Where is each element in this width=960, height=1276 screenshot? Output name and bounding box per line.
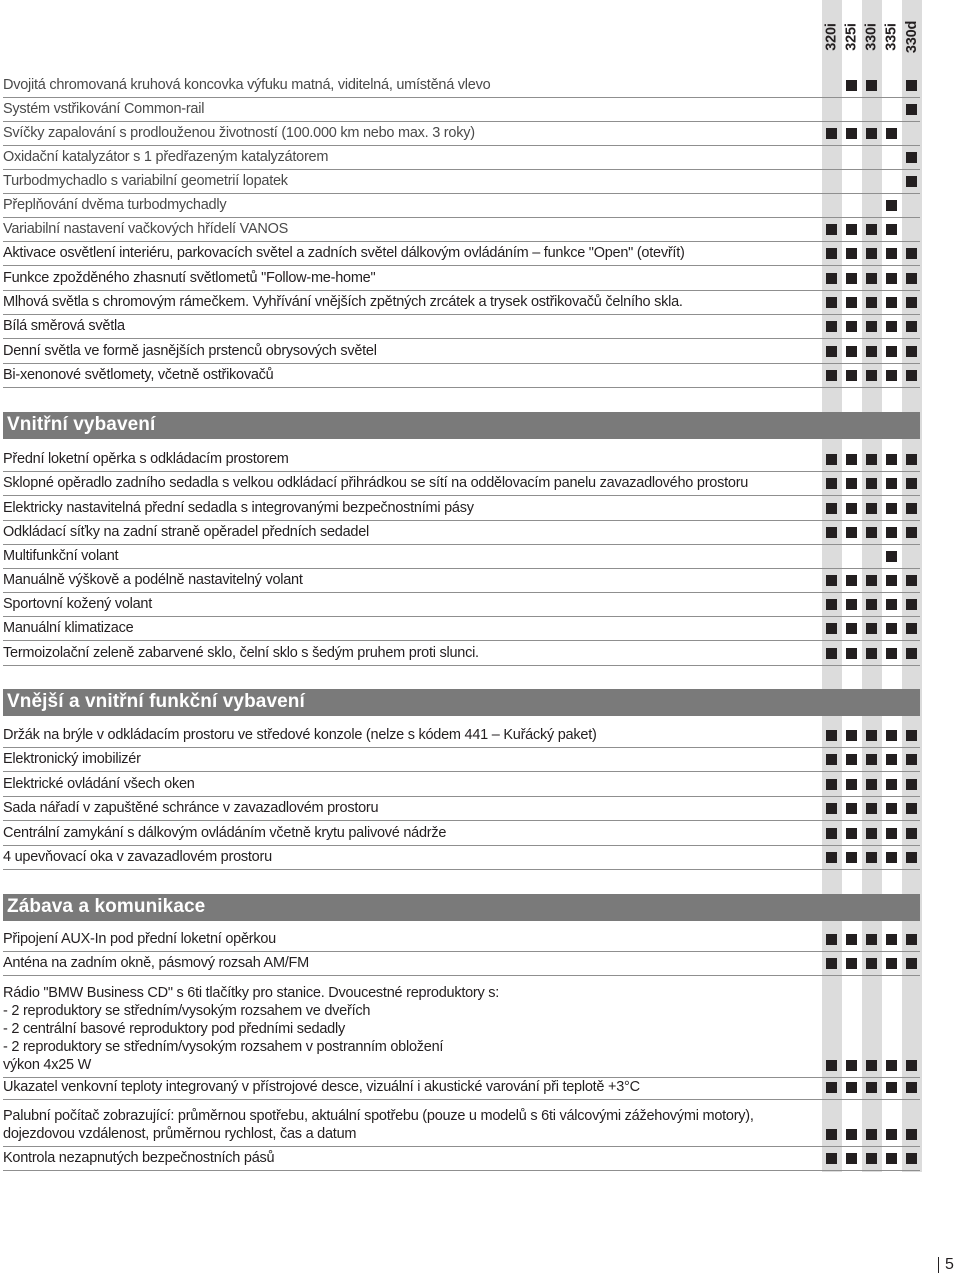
availability-mark-330d: [906, 934, 917, 945]
availability-mark-335i: [886, 503, 897, 514]
availability-mark-330i: [866, 1082, 877, 1093]
model-header-320i: [822, 6, 842, 68]
availability-mark-325i: [846, 346, 857, 357]
availability-mark-325i: [846, 454, 857, 465]
row-label: Anténa na zadním okně, pásmový rozsah AM/FM: [3, 955, 309, 971]
table-row: [3, 547, 920, 569]
table-row: [3, 1078, 920, 1100]
availability-mark-320i: [826, 1153, 837, 1164]
availability-mark-330d: [906, 575, 917, 586]
availability-mark-330i: [866, 80, 877, 91]
table-row: [3, 244, 920, 266]
section-title: Vnější a vnitřní funkční vybavení: [7, 691, 305, 712]
table-row: [3, 1149, 920, 1171]
availability-mark-330i: [866, 503, 877, 514]
availability-mark-330i: [866, 779, 877, 790]
availability-mark-325i: [846, 1082, 857, 1093]
availability-mark-330i: [866, 730, 877, 741]
availability-mark-330d: [906, 1153, 917, 1164]
availability-mark-325i: [846, 730, 857, 741]
availability-mark-325i: [846, 248, 857, 259]
availability-mark-335i: [886, 779, 897, 790]
table-row: [3, 450, 920, 472]
availability-mark-335i: [886, 730, 897, 741]
table-row: [3, 824, 920, 846]
availability-mark-330d: [906, 1129, 917, 1140]
availability-mark-335i: [886, 828, 897, 839]
row-label: Sportovní kožený volant: [3, 596, 153, 612]
availability-mark-330d: [906, 321, 917, 332]
row-label: Centrální zamykání s dálkovým ovládáním včetně krytu palivové nádrže: [3, 825, 447, 841]
row-label: Oxidační katalyzátor s 1 předřazeným katalyzátorem: [3, 149, 329, 165]
availability-mark-330i: [866, 273, 877, 284]
row-label: Turbodmychadlo s variabilní geometrií lopatek: [3, 173, 288, 189]
availability-mark-320i: [826, 321, 837, 332]
table-row: [3, 148, 920, 170]
availability-mark-330d: [906, 958, 917, 969]
availability-mark-325i: [846, 1153, 857, 1164]
row-label: Odkládací síťky na zadní straně opěradel předních sedadel: [3, 524, 370, 540]
availability-mark-325i: [846, 297, 857, 308]
availability-mark-335i: [886, 623, 897, 634]
availability-mark-330i: [866, 1129, 877, 1140]
availability-mark-330i: [866, 478, 877, 489]
row-label: Aktivace osvětlení interiéru, parkovacích světel a zadních světel dálkovým ovládáním – funkce "Open" (otevřít): [3, 245, 685, 261]
row-label: Přeplňování dvěma turbodmychadly: [3, 197, 227, 213]
availability-mark-330d: [906, 248, 917, 259]
availability-mark-335i: [886, 248, 897, 259]
availability-mark-330d: [906, 803, 917, 814]
row-label: Manuální klimatizace: [3, 620, 134, 636]
availability-mark-320i: [826, 248, 837, 259]
table-row: [3, 293, 920, 315]
row-label: Mlhová světla s chromovým rámečkem. Vyhřívání vnějších zpětných zrcátek a trysek ostřikovačů čelního skla.: [3, 294, 683, 310]
availability-mark-320i: [826, 478, 837, 489]
availability-mark-330d: [906, 828, 917, 839]
availability-mark-320i: [826, 370, 837, 381]
row-label: Rádio "BMW Business CD" s 6ti tlačítky pro stanice. Dvoucestné reproduktory s: - 2 reproduktory se středním/vysokým rozsahem ve dveřích - 2 centrální basové reproduktory pod předními sedadly - 2 reproduktory se středním/vysokým rozsahem v postranním obložení výkon 4x25 W: [3, 985, 500, 1073]
model-header-335i: [882, 6, 902, 68]
row-label: Sklopné opěradlo zadního sedadla s velkou odkládací přihrádkou se sítí na oddělovacím panelu zavazadlového prostoru: [3, 475, 749, 491]
availability-mark-330i: [866, 224, 877, 235]
availability-mark-335i: [886, 1060, 897, 1071]
table-row: [3, 220, 920, 242]
table-row: [3, 172, 920, 194]
section-header: [3, 689, 920, 716]
availability-mark-335i: [886, 803, 897, 814]
row-label: Ukazatel venkovní teploty integrovaný v přístrojové desce, vizuální i akustické varování při teplotě +3°C: [3, 1079, 640, 1095]
availability-mark-335i: [886, 648, 897, 659]
availability-mark-330i: [866, 934, 877, 945]
page-divider: [938, 1257, 939, 1273]
table-row: [3, 954, 920, 976]
table-row: [3, 619, 920, 641]
table-row: [3, 644, 920, 666]
row-label: Připojení AUX-In pod přední loketní opěrkou: [3, 931, 276, 947]
availability-mark-325i: [846, 80, 857, 91]
availability-mark-330d: [906, 370, 917, 381]
table-row: [3, 317, 920, 339]
availability-mark-330d: [906, 176, 917, 187]
row-label: Elektronický imobilizér: [3, 751, 141, 767]
availability-mark-325i: [846, 273, 857, 284]
availability-mark-320i: [826, 730, 837, 741]
table-row: [3, 523, 920, 545]
availability-mark-330i: [866, 128, 877, 139]
availability-mark-330d: [906, 297, 917, 308]
availability-mark-330i: [866, 575, 877, 586]
table-row: [3, 775, 920, 797]
availability-mark-335i: [886, 321, 897, 332]
availability-mark-335i: [886, 200, 897, 211]
row-label: Bi-xenonové světlomety, včetně ostřikovačů: [3, 367, 274, 383]
table-row: [3, 848, 920, 870]
page-number: [938, 1256, 954, 1274]
availability-mark-325i: [846, 852, 857, 863]
availability-mark-330i: [866, 623, 877, 634]
row-label: 4 upevňovací oka v zavazadlovém prostoru: [3, 849, 272, 865]
availability-mark-320i: [826, 273, 837, 284]
table-row: [3, 100, 920, 122]
availability-mark-330i: [866, 958, 877, 969]
availability-mark-320i: [826, 934, 837, 945]
availability-mark-335i: [886, 128, 897, 139]
availability-mark-320i: [826, 503, 837, 514]
availability-mark-325i: [846, 958, 857, 969]
row-label: Denní světla ve formě jasnějších prstenců obrysových světel: [3, 343, 377, 359]
availability-mark-335i: [886, 754, 897, 765]
availability-mark-330d: [906, 1060, 917, 1071]
availability-mark-325i: [846, 321, 857, 332]
availability-mark-330i: [866, 754, 877, 765]
section-header: [3, 894, 920, 921]
row-label: Variabilní nastavení vačkových hřídelí VANOS: [3, 221, 289, 237]
availability-mark-325i: [846, 370, 857, 381]
availability-mark-330i: [866, 803, 877, 814]
table-row: [3, 980, 920, 1078]
row-label: Dvojitá chromovaná kruhová koncovka výfuku matná, viditelná, umístěná vlevo: [3, 77, 491, 93]
availability-mark-320i: [826, 128, 837, 139]
availability-mark-335i: [886, 551, 897, 562]
availability-mark-325i: [846, 779, 857, 790]
table-row: [3, 799, 920, 821]
availability-mark-330d: [906, 80, 917, 91]
availability-mark-325i: [846, 128, 857, 139]
availability-mark-330i: [866, 1060, 877, 1071]
availability-mark-320i: [826, 1082, 837, 1093]
availability-mark-330i: [866, 1153, 877, 1164]
row-label: Sada nářadí v zapuštěné schránce v zavazadlovém prostoru: [3, 800, 379, 816]
availability-mark-335i: [886, 958, 897, 969]
availability-mark-325i: [846, 224, 857, 235]
table-row: [3, 499, 920, 521]
availability-mark-330d: [906, 754, 917, 765]
availability-mark-335i: [886, 297, 897, 308]
table-row: [3, 366, 920, 388]
availability-mark-330i: [866, 346, 877, 357]
model-header-label: 325i: [844, 23, 861, 51]
availability-mark-335i: [886, 1153, 897, 1164]
availability-mark-335i: [886, 1129, 897, 1140]
model-header-330d: [902, 6, 922, 68]
availability-mark-335i: [886, 934, 897, 945]
availability-mark-335i: [886, 852, 897, 863]
availability-mark-330d: [906, 730, 917, 741]
availability-mark-330d: [906, 1082, 917, 1093]
table-row: [3, 269, 920, 291]
row-label: Multifunkční volant: [3, 548, 119, 564]
table-row: [3, 571, 920, 593]
availability-mark-330d: [906, 852, 917, 863]
availability-mark-325i: [846, 623, 857, 634]
section-title: Zábava a komunikace: [7, 896, 206, 917]
row-label: Kontrola nezapnutých bezpečnostních pásů: [3, 1150, 275, 1166]
availability-mark-325i: [846, 575, 857, 586]
availability-mark-330i: [866, 321, 877, 332]
availability-mark-325i: [846, 648, 857, 659]
availability-mark-330d: [906, 648, 917, 659]
availability-mark-320i: [826, 958, 837, 969]
availability-mark-335i: [886, 273, 897, 284]
model-header-label: 330d: [904, 20, 920, 54]
availability-mark-335i: [886, 346, 897, 357]
availability-mark-335i: [886, 599, 897, 610]
availability-mark-320i: [826, 1060, 837, 1071]
table-row: [3, 595, 920, 617]
availability-mark-335i: [886, 370, 897, 381]
row-label: Termoizolační zeleně zabarvené sklo, čelní sklo s šedým pruhem proti slunci.: [3, 645, 479, 661]
table-row: [3, 726, 920, 748]
row-label: Elektrické ovládání všech oken: [3, 776, 195, 792]
availability-mark-335i: [886, 478, 897, 489]
model-header-label: 320i: [824, 23, 841, 51]
availability-mark-325i: [846, 934, 857, 945]
availability-mark-325i: [846, 527, 857, 538]
section-title: Vnitřní vybavení: [7, 414, 156, 435]
availability-mark-330d: [906, 152, 917, 163]
row-label: Svíčky zapalování s prodlouženou životností (100.000 km nebo max. 3 roky): [3, 125, 475, 141]
availability-mark-335i: [886, 575, 897, 586]
availability-mark-325i: [846, 599, 857, 610]
table-row: [3, 76, 920, 98]
availability-mark-330d: [906, 527, 917, 538]
model-header-label: 330i: [864, 23, 881, 51]
row-label: Funkce zpožděného zhasnutí světlometů "Follow-me-home": [3, 270, 376, 286]
availability-mark-330i: [866, 297, 877, 308]
availability-mark-320i: [826, 803, 837, 814]
row-label: Bílá směrová světla: [3, 318, 125, 334]
availability-mark-320i: [826, 297, 837, 308]
availability-mark-330d: [906, 454, 917, 465]
row-label: Držák na brýle v odkládacím prostoru ve středové konzole (nelze s kódem 441 – Kuřácký paket): [3, 727, 597, 743]
row-label: Manuálně výškově a podélně nastavitelný volant: [3, 572, 303, 588]
availability-mark-335i: [886, 454, 897, 465]
availability-mark-320i: [826, 527, 837, 538]
availability-mark-330i: [866, 828, 877, 839]
table-row: [3, 474, 920, 496]
row-label: Systém vstřikování Common-rail: [3, 101, 205, 117]
section-header: [3, 412, 920, 439]
availability-mark-320i: [826, 346, 837, 357]
availability-mark-325i: [846, 503, 857, 514]
table-row: [3, 750, 920, 772]
model-header-label: 335i: [884, 23, 901, 51]
availability-mark-330d: [906, 346, 917, 357]
availability-mark-335i: [886, 527, 897, 538]
availability-mark-320i: [826, 1129, 837, 1140]
table-row: [3, 124, 920, 146]
availability-mark-320i: [826, 575, 837, 586]
availability-mark-325i: [846, 1060, 857, 1071]
availability-mark-330i: [866, 370, 877, 381]
row-label: Přední loketní opěrka s odkládacím prostorem: [3, 451, 289, 467]
availability-mark-320i: [826, 224, 837, 235]
availability-mark-330d: [906, 503, 917, 514]
availability-mark-320i: [826, 779, 837, 790]
availability-mark-330i: [866, 248, 877, 259]
availability-mark-330d: [906, 478, 917, 489]
availability-mark-330d: [906, 273, 917, 284]
row-label: Palubní počítač zobrazující: průměrnou spotřebu, aktuální spotřebu (pouze u modelů s 6ti válcovými zážehovými motory), dojezdovou vzdálenost, průměrnou rychlost, čas a datum: [3, 1108, 754, 1142]
availability-mark-320i: [826, 648, 837, 659]
table-row: [3, 1105, 920, 1147]
availability-mark-320i: [826, 754, 837, 765]
availability-mark-330d: [906, 599, 917, 610]
availability-mark-330d: [906, 104, 917, 115]
table-row: [3, 196, 920, 218]
availability-mark-320i: [826, 623, 837, 634]
availability-mark-325i: [846, 828, 857, 839]
availability-mark-330i: [866, 852, 877, 863]
availability-mark-320i: [826, 454, 837, 465]
model-header-330i: [862, 6, 882, 68]
table-row: [3, 930, 920, 952]
availability-mark-325i: [846, 1129, 857, 1140]
availability-mark-330i: [866, 599, 877, 610]
availability-mark-335i: [886, 224, 897, 235]
availability-mark-320i: [826, 828, 837, 839]
table-row: [3, 342, 920, 364]
availability-mark-330d: [906, 779, 917, 790]
availability-mark-330d: [906, 623, 917, 634]
availability-mark-330i: [866, 527, 877, 538]
availability-mark-325i: [846, 803, 857, 814]
availability-mark-335i: [886, 1082, 897, 1093]
availability-mark-325i: [846, 754, 857, 765]
availability-mark-330i: [866, 648, 877, 659]
page-number-text: 5: [945, 1256, 954, 1273]
row-label: Elektricky nastavitelná přední sedadla s integrovanými bezpečnostními pásy: [3, 500, 474, 516]
availability-mark-325i: [846, 478, 857, 489]
availability-mark-320i: [826, 599, 837, 610]
availability-mark-330i: [866, 454, 877, 465]
model-header-325i: [842, 6, 862, 68]
availability-mark-320i: [826, 852, 837, 863]
